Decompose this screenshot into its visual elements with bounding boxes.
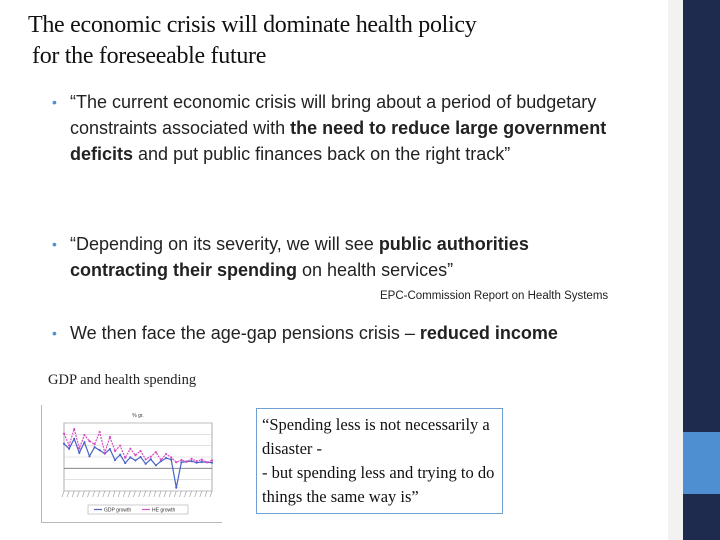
data-point (104, 452, 106, 454)
data-point (145, 458, 147, 460)
data-point (88, 455, 90, 457)
data-point (63, 432, 65, 434)
bullet-text-1: “The current economic crisis will bring about a period of budgetary constraints associated with the need to reduce large government deficits and put public finances back on the right track” (70, 92, 607, 164)
x-tick (164, 491, 166, 497)
data-point (94, 446, 96, 448)
data-point (114, 459, 116, 461)
bullet-text-2: “Depending on its severity, we will see public authorities contracting their spending on health services” (70, 234, 529, 280)
x-tick (118, 491, 120, 497)
data-point (63, 443, 65, 445)
legend-label: GDP growth (104, 507, 132, 514)
gdp-health-chart (42, 405, 222, 522)
data-point (155, 464, 157, 466)
data-point (73, 428, 75, 430)
data-point (83, 441, 85, 443)
quote-line-3: - but spending less and trying to do (262, 463, 495, 482)
x-tick (195, 491, 197, 497)
x-tick (82, 491, 84, 497)
x-tick (67, 491, 69, 497)
bullet-item-3 (52, 320, 642, 346)
chart-frame (41, 405, 222, 523)
chart-caption: GDP and health spending (48, 372, 197, 388)
data-point (134, 454, 136, 456)
right-accent-block (683, 432, 720, 494)
data-point (109, 436, 111, 438)
x-tick (190, 491, 192, 497)
x-tick (159, 491, 161, 497)
data-point (190, 458, 192, 460)
data-point (201, 461, 203, 463)
x-tick (174, 491, 176, 497)
data-point (99, 431, 101, 433)
quote-box (256, 408, 503, 514)
citation: EPC-Commission Report on Health Systems (380, 290, 609, 302)
bullet-item-1 (52, 89, 642, 167)
x-tick (179, 491, 181, 497)
bullet-text-3: We then face the age-gap pensions crisis – reduced income (70, 323, 558, 343)
data-point (185, 461, 187, 463)
data-point (165, 453, 167, 455)
data-point (190, 460, 192, 462)
data-point (114, 450, 116, 452)
x-tick (113, 491, 115, 497)
data-point (68, 448, 70, 450)
x-tick (133, 491, 135, 497)
data-point (109, 448, 111, 450)
data-point (165, 457, 167, 459)
data-point (73, 438, 75, 440)
data-point (129, 456, 131, 458)
x-tick (128, 491, 130, 497)
quote-line-1: “Spending less is not necessarily a (262, 415, 490, 434)
data-point (175, 487, 177, 489)
slide-title (28, 10, 628, 72)
x-tick (103, 491, 105, 497)
data-point (78, 452, 80, 454)
x-tick (144, 491, 146, 497)
data-point (201, 459, 203, 461)
y-axis-label: % gr. (132, 413, 144, 419)
x-tick (205, 491, 207, 497)
x-tick (93, 491, 95, 497)
x-tick (123, 491, 125, 497)
data-point (119, 454, 121, 456)
data-point (211, 462, 213, 464)
bullet-dot-icon: • (52, 94, 57, 110)
data-point (206, 461, 208, 463)
x-tick (108, 491, 110, 497)
bullet-dot-icon: • (52, 325, 57, 341)
x-tick (72, 491, 74, 497)
x-tick (154, 491, 156, 497)
x-tick (210, 491, 212, 497)
data-point (175, 461, 177, 463)
bullet-dot-icon: • (52, 236, 57, 252)
legend-label: HE growth (152, 507, 176, 514)
x-tick (169, 491, 171, 497)
x-tick (98, 491, 100, 497)
slide-title-line2: for the foreseeable future (32, 43, 267, 69)
quote-line-2: disaster - (262, 439, 323, 458)
data-point (211, 459, 213, 461)
data-point (150, 456, 152, 458)
right-stripe (668, 0, 683, 540)
data-point (180, 459, 182, 461)
x-tick (149, 491, 151, 497)
data-point (124, 457, 126, 459)
data-point (129, 448, 131, 450)
data-point (94, 443, 96, 445)
x-tick (184, 491, 186, 497)
data-point (170, 456, 172, 458)
data-point (170, 459, 172, 461)
x-tick (88, 491, 90, 497)
data-point (145, 463, 147, 465)
data-point (88, 440, 90, 442)
data-point (139, 456, 141, 458)
quote-line-4: things the same way is” (262, 487, 419, 506)
data-point (196, 460, 198, 462)
data-point (78, 447, 80, 449)
bullet-item-2 (52, 231, 612, 283)
data-point (160, 459, 162, 461)
slide-title-line1: The economic crisis will dominate health policy (28, 12, 477, 38)
data-point (124, 462, 126, 464)
data-point (134, 459, 136, 461)
data-point (99, 449, 101, 451)
data-point (68, 444, 70, 446)
data-point (180, 461, 182, 463)
data-point (83, 434, 85, 436)
data-point (150, 458, 152, 460)
data-point (119, 445, 121, 447)
x-tick (139, 491, 141, 497)
x-tick (200, 491, 202, 497)
data-point (155, 451, 157, 453)
data-point (139, 450, 141, 452)
x-tick (77, 491, 79, 497)
x-tick (62, 491, 64, 497)
